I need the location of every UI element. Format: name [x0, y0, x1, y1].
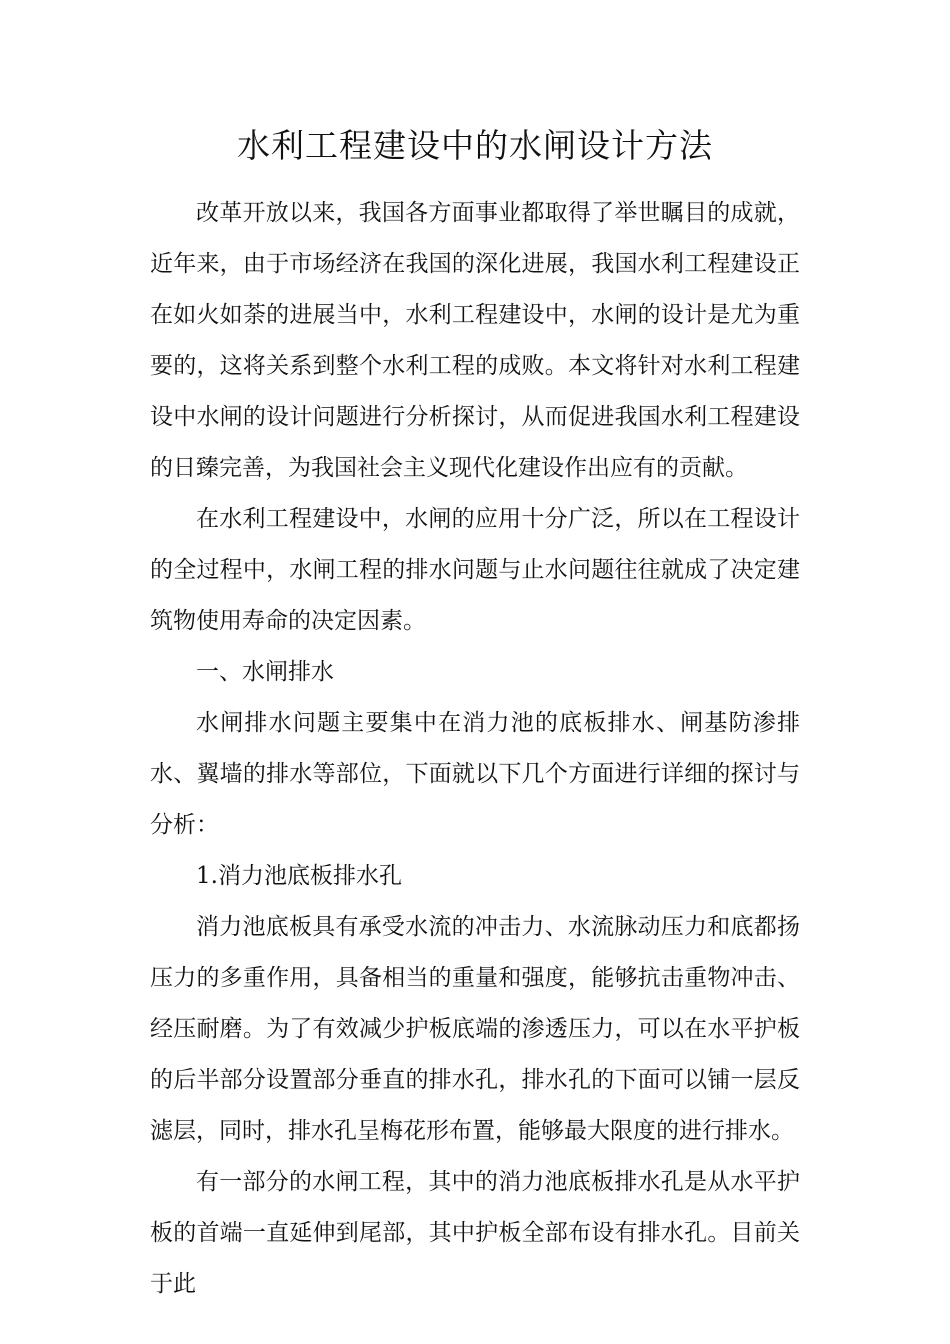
document-body: [150, 188, 800, 1310]
paragraph-stilling-basin: 消力池底板具有承受水流的冲击力、水流脉动压力和底都扬压力的多重作用，具备相当的重量和强度，能够抗击重物冲击、经压耐磨。为了有效减少护板底端的渗透压力，可以在水平护板的后半部分设置部分垂直的排水孔，排水孔的下面可以铺一层反滤层，同时，排水孔呈梅花形布置，能够最大限度的进行排水。: [150, 914, 800, 1144]
paragraph-drainage-overview: 水闸排水问题主要集中在消力池的底板排水、闸基防渗排水、翼墙的排水等部位，下面就以下几个方面进行详细的探讨与分析：: [150, 710, 800, 838]
section-heading-drainage: 一、水闸排水: [196, 659, 334, 685]
subsection-heading-stilling-basin: 1.消力池底板排水孔: [196, 863, 402, 889]
document-title: 水利工程建设中的水闸设计方法: [237, 126, 713, 165]
paragraph-application: 在水利工程建设中，水闸的应用十分广泛，所以在工程设计的全过程中，水闸工程的排水问题与止水问题往往就成了决定建筑物使用寿命的决定因素。: [150, 506, 800, 634]
paragraph-intro: 改革开放以来，我国各方面事业都取得了举世瞩目的成就，近年来，由于市场经济在我国的深化进展，我国水利工程建设正在如火如荼的进展当中，水利工程建设中，水闸的设计是尤为重要的，这将关系到整个水利工程的成败。本文将针对水利工程建设中水闸的设计问题进行分析探讨，从而促进我国水利工程建设的日臻完善，为我国社会主义现代化建设作出应有的贡献。: [150, 200, 800, 481]
paragraph-drainage-holes: 有一部分的水闸工程，其中的消力池底板排水孔是从水平护板的首端一直延伸到尾部，其中护板全部布设有排水孔。目前关于此: [150, 1169, 800, 1297]
